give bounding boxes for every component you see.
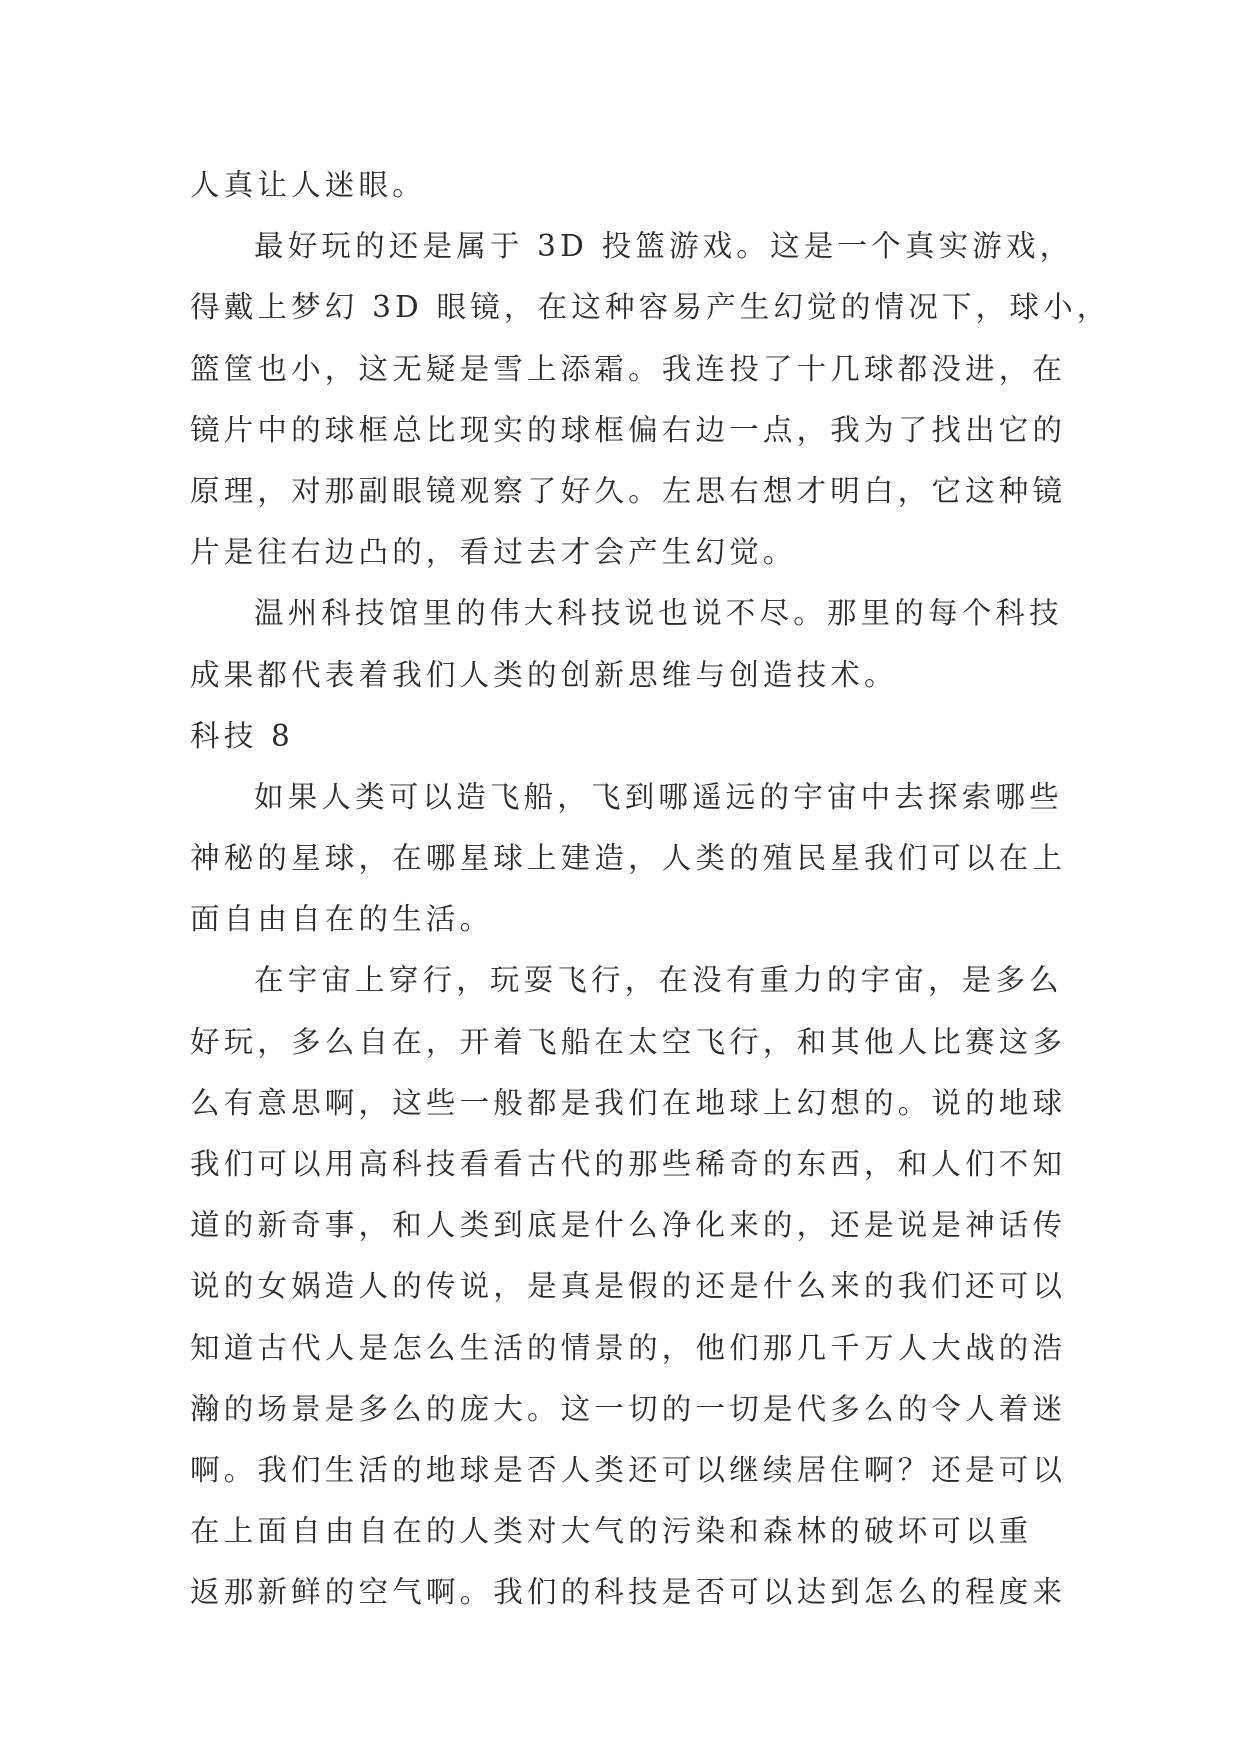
text-line: 如果人类可以造飞船，飞到哪遥远的宇宙中去探索哪些: [254, 779, 1063, 814]
text-line: 片是往右边凸的，看过去才会产生幻觉。: [190, 535, 797, 570]
text-line: 成果都代表着我们人类的创新思维与创造技术。: [190, 657, 898, 692]
text-line: 人真让人迷眼。: [190, 168, 426, 202]
text-line: 温州科技馆里的伟大科技说也说不尽。那里的每个科技: [254, 596, 1063, 631]
text-line: 在上面自由自在的人类对大气的污染和森林的破坏可以重: [190, 1514, 1033, 1549]
text-line: 面自由自在的生活。: [190, 902, 494, 937]
text-line: 科技 8: [190, 718, 294, 753]
text-line: 神秘的星球，在哪星球上建造，人类的殖民星我们可以在上: [190, 841, 1067, 876]
text-line: 原理，对那副眼镜观察了好久。左思右想才明白，它这种镜: [190, 473, 1067, 508]
body-text: [190, 155, 1111, 1624]
text-line: 好玩，多么自在，开着飞船在太空飞行，和其他人比赛这多: [190, 1024, 1067, 1059]
text-line: 得戴上梦幻 3D 眼镜，在这种容易产生幻觉的情况下，球小，: [190, 290, 1111, 325]
text-line: 道的新奇事，和人类到底是什么净化来的，还是说是神话传: [190, 1208, 1067, 1243]
text-line: 返那新鲜的空气啊。我们的科技是否可以达到怎么的程度来: [190, 1575, 1067, 1610]
text-line: 瀚的场景是多么的庞大。这一切的一切是代多么的令人着迷: [190, 1391, 1067, 1426]
text-line: 么有意思啊，这些一般都是我们在地球上幻想的。说的地球: [190, 1085, 1067, 1120]
text-line: 镜片中的球框总比现实的球框偏右边一点，我为了找出它的: [190, 412, 1067, 447]
text-line: 在宇宙上穿行，玩耍飞行，在没有重力的宇宙，是多么: [254, 963, 1063, 998]
text-line: 最好玩的还是属于 3D 投篮游戏。这是一个真实游戏，: [254, 229, 1074, 264]
text-line: 知道古代人是怎么生活的情景的，他们那几千万人大战的浩: [190, 1330, 1067, 1365]
text-line: 我们可以用高科技看看古代的那些稀奇的东西，和人们不知: [190, 1147, 1067, 1181]
text-line: 说的女娲造人的传说，是真是假的还是什么来的我们还可以: [190, 1269, 1067, 1304]
text-line: 啊。我们生活的地球是否人类还可以继续居住啊？还是可以: [190, 1452, 1067, 1487]
text-line: 篮筐也小，这无疑是雪上添霜。我连投了十几球都没进，在: [190, 351, 1067, 386]
